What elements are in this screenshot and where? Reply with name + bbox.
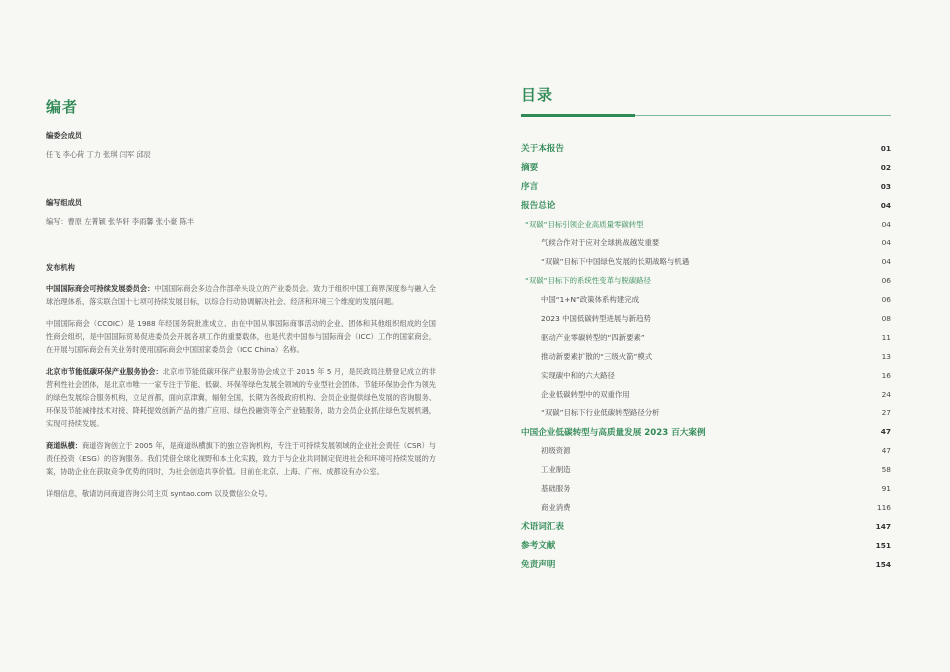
toc-item[interactable]	[521, 366, 891, 385]
toc-item-label: 气候合作对于应对全球挑战越发重要	[541, 238, 660, 248]
toc-item-page: 154	[875, 559, 891, 569]
toc-item[interactable]	[521, 139, 891, 158]
paragraph-text: 中国国际商会（CCOIC）是 1988 年经国务院批准成立、由在中国从事国际商事活动的企业、团体和其他组织组成的全国性商会组织，是中国国际贸易促进委员会开展各项工作的重要载体，也是代表中国参与国际商会（ICC）工作的国家商会，在开展与国际商会有关业务时使用国际商会中国国家委员会（ICC China）名称。	[46, 319, 436, 355]
toc-item[interactable]	[521, 498, 891, 517]
toc-item-label: 实现碳中和的六大路径	[541, 370, 615, 380]
toc-item-label: 中国“1+N”政策体系构建完成	[541, 295, 639, 305]
toc-item[interactable]	[521, 517, 891, 536]
publisher-paragraph	[46, 487, 436, 500]
toc-item-page: 02	[880, 162, 891, 172]
toc-item-page: 06	[881, 295, 891, 305]
publisher-paragraph	[46, 439, 436, 478]
toc-item-label: 基础服务	[541, 483, 571, 493]
toc-item-page: 13	[881, 351, 891, 361]
toc-item-label: 工业制造	[541, 465, 571, 475]
toc-item[interactable]	[521, 158, 891, 177]
toc-item[interactable]	[521, 479, 891, 498]
toc-item[interactable]	[521, 385, 891, 404]
toc-item-page: 08	[881, 313, 891, 323]
toc-item-label: 摘要	[521, 163, 539, 174]
toc-item-page: 11	[881, 332, 891, 342]
toc-item[interactable]	[521, 271, 891, 290]
toc-item[interactable]	[521, 555, 891, 574]
paragraph-text: 商道咨询创立于 2005 年，是商道纵横旗下的独立咨询机构，专注于可持续发展领域的企业社会责任（CSR）与责任投资（ESG）的咨询服务。我们凭借全球化视野和本土化实践，致力于与企业共同制定促进社会和环境可持续发展的方案，协助企业在获取竞争优势的同时，为社会创造共享价值。目前在北京、上海、广州、成都设有办公室。	[46, 441, 436, 477]
toc-item-page: 116	[876, 502, 891, 512]
toc-item-label: 免责声明	[521, 560, 556, 571]
toc-item-page: 27	[881, 408, 891, 418]
toc-item-label: 驱动产业零碳转型的“四新要素”	[541, 332, 645, 342]
toc-item[interactable]	[521, 177, 891, 196]
toc-item[interactable]	[521, 328, 891, 347]
toc-item[interactable]	[521, 460, 891, 479]
toc-item-page: 03	[880, 181, 891, 191]
paragraph-text: 北京市节能低碳环保产业服务协会成立于 2015 年 5 月，是民政局注册登记成立的非营利性社会团体，是北京市唯一一家专注于节能、低碳、环保等绿色发展全领域的专业型社会团体。节能环保协会作为领先的绿色发展综合服务机构，立足首都，面向京津冀，辐射全国，长期为各级政府机构、会员企业提供绿色发展的咨询服务、环保及节能减排技术对接、降耗提效创新产品的推广应用、绿色投融资等全产业链服务，助力会员企业抓住绿色发展机遇，实现可持续发展。	[46, 367, 436, 429]
toc-item-label: 2023 中国低碳转型进展与新趋势	[541, 313, 651, 323]
org-name: 北京市节能低碳环保产业服务协会：	[46, 367, 163, 377]
toc-item[interactable]	[521, 215, 891, 234]
toc-item-label: 报告总论	[521, 201, 556, 212]
toc-divider	[521, 114, 891, 117]
toc-item[interactable]	[521, 290, 891, 309]
toc-item-label: “双碳”目标引领企业高质量零碳转型	[525, 219, 644, 229]
publisher-heading: 发布机构	[46, 263, 75, 273]
toc-item-page: 01	[880, 143, 891, 153]
toc-list	[521, 139, 891, 573]
org-name: 商道纵横：	[46, 441, 82, 451]
org-name: 中国国际商会可持续发展委员会：	[46, 284, 155, 294]
paragraph-text: 详细信息，敬请访问商道咨询公司主页 syntao.com 以及微信公众号。	[46, 489, 272, 499]
writers-heading: 编写组成员	[46, 198, 82, 208]
toc-item-label: 关于本报告	[521, 144, 564, 155]
publisher-paragraph	[46, 365, 436, 430]
toc-item-page: 24	[881, 389, 891, 399]
toc-item-page: 16	[881, 370, 891, 380]
publisher-paragraph	[46, 317, 436, 356]
toc-item-page: 06	[881, 276, 891, 286]
toc-section	[521, 84, 891, 573]
toc-item-label: 中国企业低碳转型与高质量发展 2023 百大案例	[521, 427, 706, 438]
toc-item[interactable]	[521, 441, 891, 460]
toc-item-page: 04	[881, 238, 891, 248]
toc-item-page: 04	[881, 219, 891, 229]
toc-item[interactable]	[521, 233, 891, 252]
toc-item[interactable]	[521, 309, 891, 328]
toc-item-label: 企业低碳转型中的双重作用	[541, 389, 630, 399]
toc-item-page: 91	[881, 483, 891, 493]
editors-section	[46, 96, 436, 500]
toc-item-label: “双碳”目标下行业低碳转型路径分析	[541, 408, 660, 418]
toc-item-page: 147	[875, 521, 891, 531]
publisher-paragraphs	[46, 282, 436, 500]
toc-item-label: 推动新要素扩散的“三级火箭”模式	[541, 351, 653, 361]
toc-item-label: 初级资源	[541, 446, 571, 456]
paragraph-text: 中国国际商会多边合作部牵头设立的产业委员会。致力于组织中国工商界深度参与融入全球治理体系，落实联合国十七项可持续发展目标，以综合行动协调解决社会、经济和环境三个维度的发展问题。	[46, 284, 436, 307]
toc-item-label: “双碳”目标下中国绿色发展的长期战略与机遇	[541, 257, 690, 267]
toc-item-label: “双碳”目标下的系统性变革与脱碳路径	[525, 276, 651, 286]
toc-item-label: 术语词汇表	[521, 522, 564, 533]
committee-members: 任飞 李心荷 丁力 张琪 闫军 邱辰	[46, 150, 151, 159]
toc-item[interactable]	[521, 347, 891, 366]
writers-members: 编写：曹原 左菁颖 张华轩 李雨馨 张小豪 陈丰	[46, 217, 194, 227]
publisher-paragraph	[46, 282, 436, 308]
editors-title: 编者	[46, 98, 79, 116]
toc-item[interactable]	[521, 422, 891, 441]
toc-title: 目录	[521, 86, 554, 104]
toc-item-page: 04	[881, 257, 891, 267]
toc-item-page: 58	[881, 465, 891, 475]
toc-item-page: 47	[880, 427, 891, 437]
toc-item-label: 序言	[521, 182, 539, 193]
toc-item-label: 商业消费	[541, 502, 571, 512]
toc-item[interactable]	[521, 196, 891, 215]
toc-item-label: 参考文献	[521, 541, 556, 552]
toc-item-page: 151	[875, 540, 891, 550]
toc-item-page: 47	[881, 446, 891, 456]
toc-item[interactable]	[521, 536, 891, 555]
toc-item[interactable]	[521, 252, 891, 271]
toc-item[interactable]	[521, 403, 891, 422]
committee-heading: 编委会成员	[46, 131, 82, 140]
toc-item-page: 04	[880, 200, 891, 210]
